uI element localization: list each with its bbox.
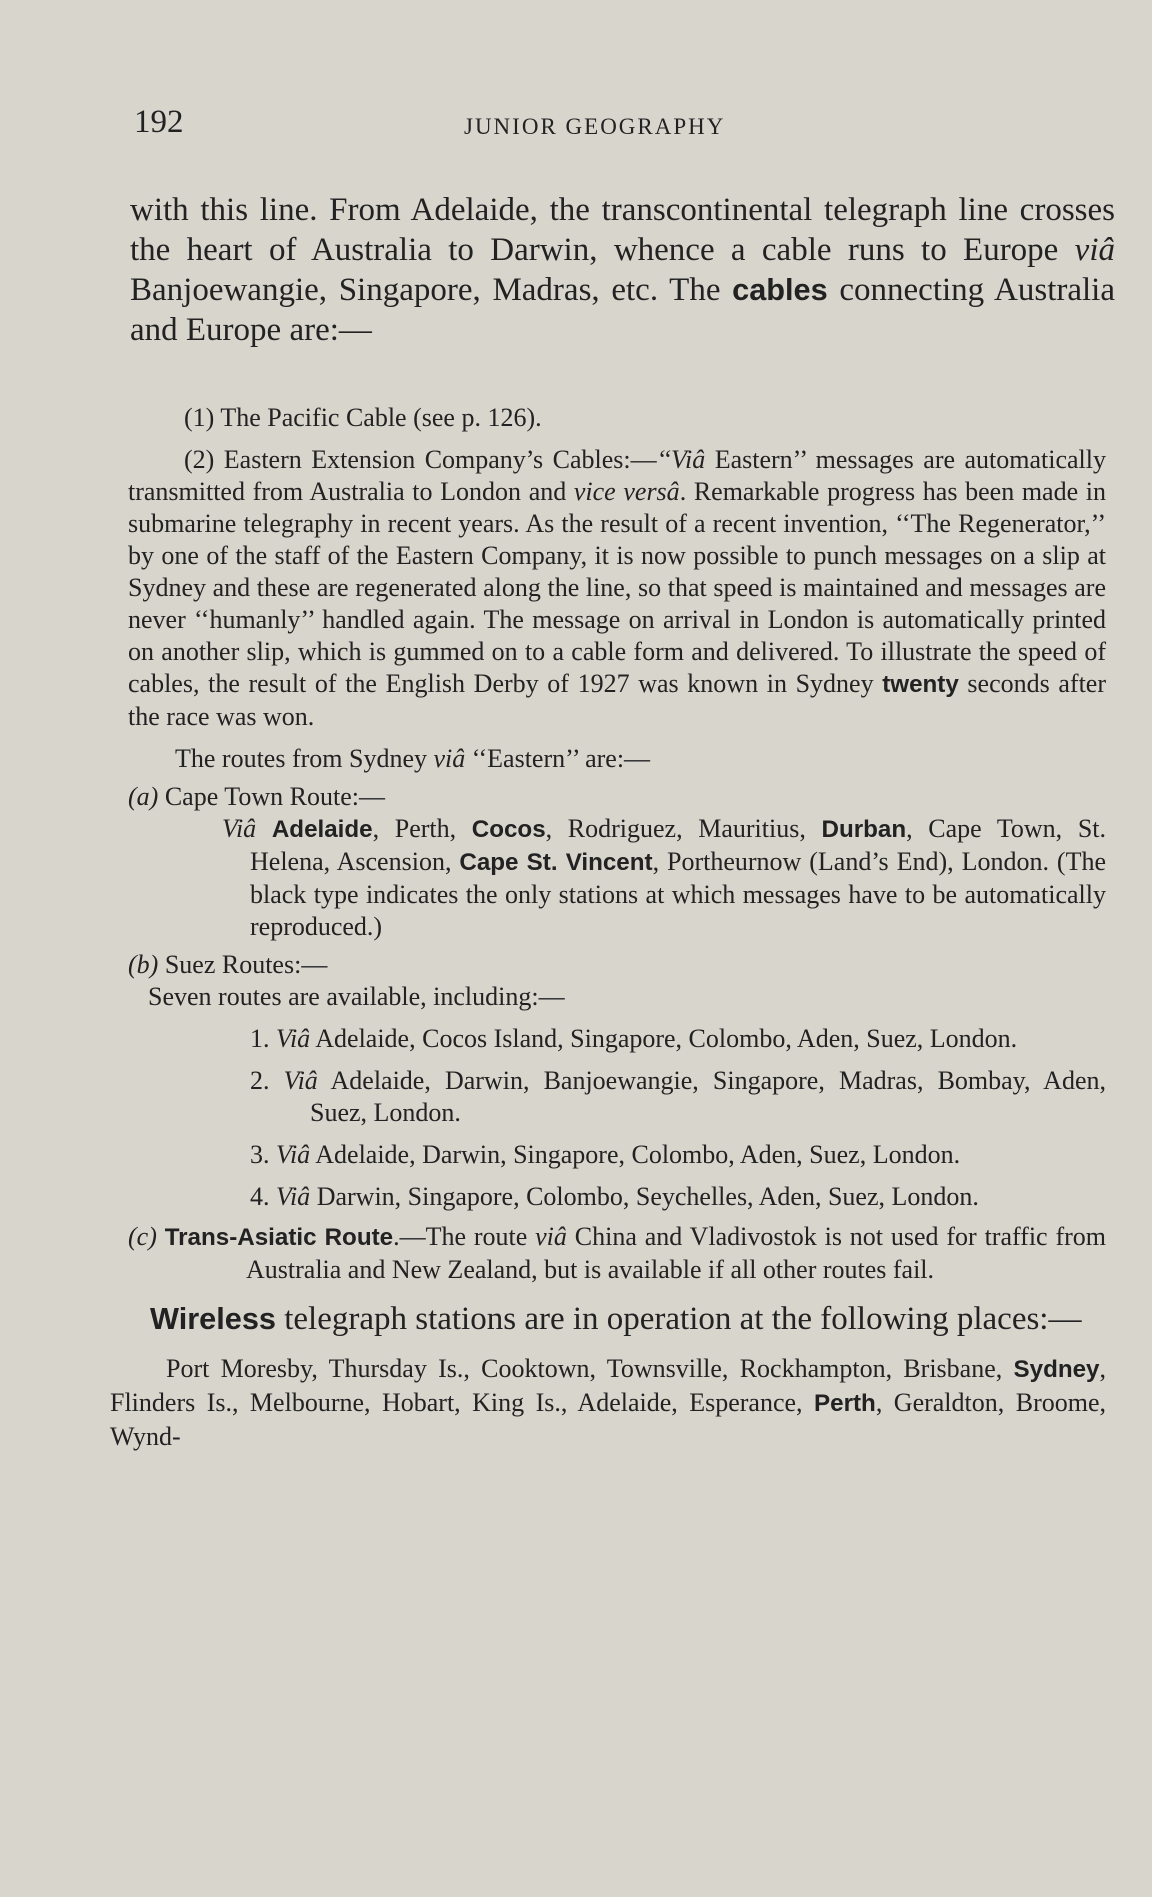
bold-term: cables — [732, 272, 828, 307]
suez-route-item: 1. Viâ Adelaide, Cocos Island, Singapore, Colombo, Aden, Suez, London. — [250, 1024, 1018, 1053]
suez-route-item: 2. Viâ Adelaide, Darwin, Banjoewangie, Singapore, Madras, Bombay, Aden, Suez, London. — [250, 1066, 1106, 1127]
page-number: 192 — [134, 104, 184, 140]
running-head: JUNIOR GEOGRAPHY — [464, 114, 726, 139]
page-header — [134, 104, 1124, 148]
wireless-stations-list: Port Moresby, Thursday Is., Cooktown, Townsville, Rockhampton, Brisbane, Sydney, Flinders Is., Melbourne, Hobart, King Is., Adelaide, Esperance, Perth, Geraldton, Broome, Wynd- — [110, 1354, 1106, 1451]
pacific-cable-item: (1) The Pacific Cable (see p. 126). — [184, 403, 542, 432]
routes-intro: The routes from Sydney viâ ‘‘Eastern’’ are:— — [175, 744, 651, 773]
suez-route-item: 3. Viâ Adelaide, Darwin, Singapore, Colombo, Aden, Suez, London. — [250, 1140, 961, 1169]
route-b-intro: Seven routes are available, including:— — [148, 982, 565, 1011]
body-text — [110, 402, 1106, 1453]
wireless-paragraph: Wireless telegraph stations are in operation at the following places:— — [150, 1301, 1082, 1337]
eastern-extension-paragraph: (2) Eastern Extension Company’s Cables:—‘‘Viâ Eastern’’ messages are automatically transmitted from Australia to London and vice versâ. Remarkable progress has been made in submarine telegraphy in recent years. As the result of a recent invention, ‘‘The Regenerator,’’ by one of the staff of the Eastern Company, it is now possible to punch messages on a slip at Sydney and these are regenerated along the line, so that speed is maintained and messages are never ‘‘humanly’’ handled again. The message on arrival in London is automatically printed on another slip, which is gummed on to a cable form and delivered. To illustrate the speed of cables, the result of the English Derby of 1927 was known in Sydney twenty seconds after the race was won. — [128, 445, 1106, 731]
route-a-text: Viâ Adelaide, Perth, Cocos, Rodriguez, Mauritius, Durban, Cape Town, St. Helena, Ascension, Cape St. Vincent, Portheurnow (Land’s End), London. (The black type indicates the only stations at which messages have to be automatically reproduced.) — [222, 814, 1106, 941]
suez-route-item: 4. Viâ Darwin, Singapore, Colombo, Seychelles, Aden, Suez, London. — [250, 1182, 979, 1211]
route-a-heading: (a) Cape Town Route:— — [128, 782, 385, 811]
intro-paragraph: with this line. From Adelaide, the transcontinental telegraph line crosses the heart of Australia to Darwin, whence a cable runs to Europe viâ Banjoewangie, Singapore, Madras, etc. The cables connecting Australia and Europe are:— — [130, 192, 1115, 348]
route-b-heading: (b) Suez Routes:— — [128, 950, 328, 979]
route-c-text: (c) Trans-Asiatic Route.—The route viâ China and Vladivostok is not used for traffic from Australia and New Zealand, but is available if all other routes fail. — [128, 1222, 1106, 1284]
